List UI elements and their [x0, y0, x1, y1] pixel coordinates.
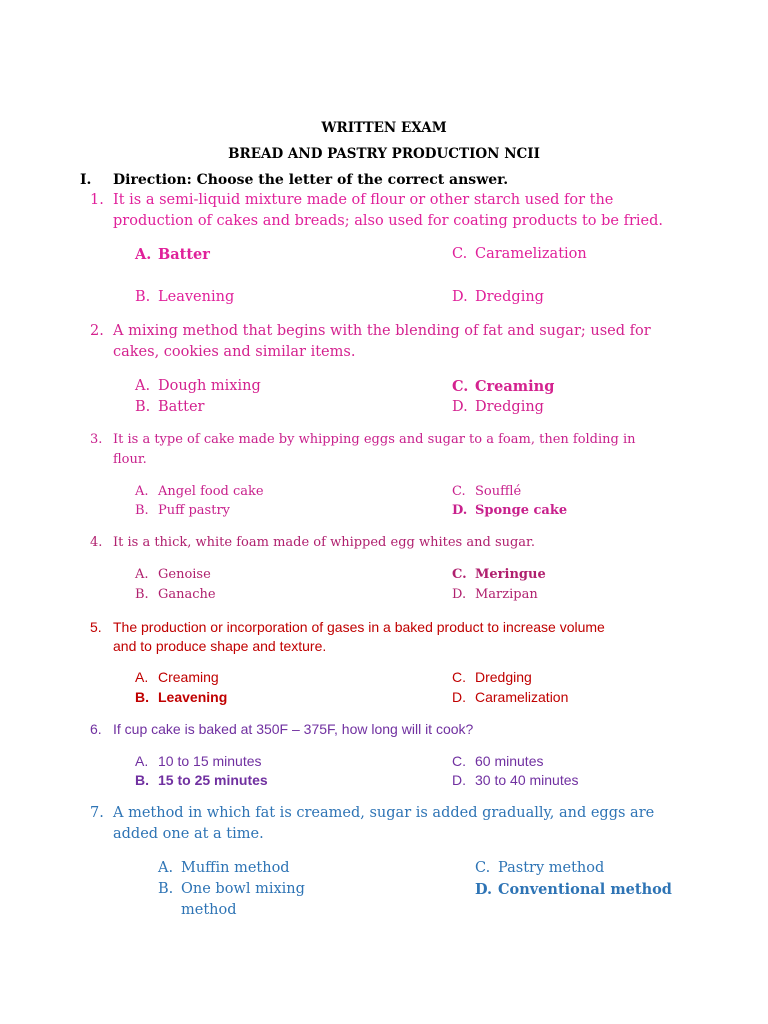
option-d[interactable]: D. Conventional method: [475, 881, 672, 898]
exam-title: WRITTEN EXAM: [321, 120, 447, 136]
option-c[interactable]: C. Pastry method: [475, 860, 605, 876]
question-text-line1: If cup cake is baked at 350F – 375F, how long will it cook?: [113, 721, 474, 737]
question-text-line1: It is a type of cake made by whipping eggs and sugar to a foam, then folding in: [113, 432, 636, 447]
option-a[interactable]: A. Genoise: [135, 567, 211, 582]
option-c[interactable]: C. Dredging: [452, 669, 532, 685]
option-c[interactable]: C. Soufflé: [452, 484, 522, 499]
option-d[interactable]: D. Caramelization: [452, 689, 569, 705]
option-a[interactable]: A. Angel food cake: [135, 484, 264, 499]
option-a[interactable]: A. Batter: [135, 246, 210, 263]
question-text-line2: production of cakes and breads; also used for coating products to be fried.: [113, 213, 663, 229]
option-b[interactable]: B. 15 to 25 minutes: [135, 772, 268, 788]
option-d[interactable]: D. Sponge cake: [452, 503, 568, 518]
option-b[interactable]: B. Leavening: [135, 689, 228, 705]
section-numeral: I.: [80, 172, 92, 188]
option-a[interactable]: A. Creaming: [135, 669, 219, 685]
option-b[interactable]: B. Ganache: [135, 587, 216, 602]
question-text-line2: and to produce shape and texture.: [113, 638, 327, 654]
option-b[interactable]: B. Leavening: [135, 289, 235, 305]
question-text-line1: A method in which fat is creamed, sugar is added gradually, and eggs are: [113, 805, 655, 821]
question-text-line2: flour.: [113, 452, 147, 467]
question-number: 6.: [90, 721, 102, 737]
question-text-line2: added one at a time.: [113, 826, 264, 842]
question-text-line2: cakes, cookies and similar items.: [113, 344, 356, 360]
option-c[interactable]: C. Meringue: [452, 567, 546, 582]
option-c[interactable]: C. Caramelization: [452, 246, 587, 262]
option-b-continued: method: [181, 902, 237, 918]
question-number: 3.: [90, 432, 103, 447]
option-b[interactable]: B. Batter: [135, 399, 205, 415]
option-c[interactable]: C. 60 minutes: [452, 753, 544, 769]
question-number: 7.: [90, 805, 104, 821]
option-a[interactable]: A. 10 to 15 minutes: [135, 753, 262, 769]
direction-text: Direction: Choose the letter of the correct answer.: [113, 172, 509, 188]
question-number: 5.: [90, 619, 102, 635]
question-number: 2.: [90, 323, 104, 339]
question-text-line1: A mixing method that begins with the blending of fat and sugar; used for: [113, 323, 651, 339]
option-b[interactable]: B. One bowl mixing: [158, 881, 305, 897]
question-text-line1: It is a thick, white foam made of whipped egg whites and sugar.: [113, 535, 535, 550]
option-d[interactable]: D. 30 to 40 minutes: [452, 772, 579, 788]
option-a[interactable]: A. Dough mixing: [135, 378, 261, 394]
option-d[interactable]: D. Dredging: [452, 399, 544, 415]
question-number: 1.: [90, 192, 104, 208]
option-a[interactable]: A. Muffin method: [158, 860, 290, 876]
question-text-line1: It is a semi-liquid mixture made of flour or other starch used for the: [113, 192, 614, 208]
option-c[interactable]: C. Creaming: [452, 378, 555, 395]
option-d[interactable]: D. Marzipan: [452, 587, 538, 602]
section-direction: [80, 172, 508, 188]
option-d[interactable]: D. Dredging: [452, 289, 544, 305]
question-number: 4.: [90, 535, 103, 550]
option-b[interactable]: B. Puff pastry: [135, 503, 231, 518]
exam-subtitle: BREAD AND PASTRY PRODUCTION NCII: [228, 146, 540, 162]
question-text-line1: The production or incorporation of gases in a baked product to increase volume: [113, 619, 605, 635]
